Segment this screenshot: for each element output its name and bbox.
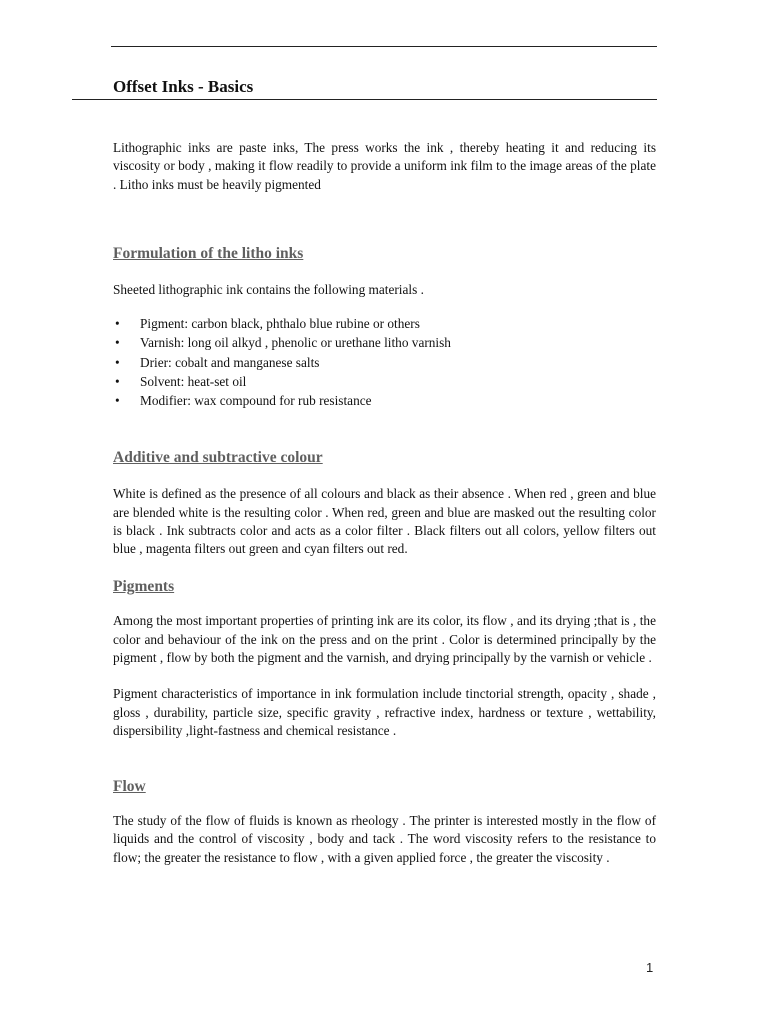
document-title: Offset Inks - Basics xyxy=(113,77,254,96)
list-item-text: Drier: cobalt and manganese salts xyxy=(140,354,320,370)
list-item xyxy=(113,372,656,391)
list-item-text: Varnish: long oil alkyd , phenolic or urethane litho varnish xyxy=(140,335,451,351)
bullet-dot-icon: • xyxy=(115,354,120,370)
header-rule xyxy=(111,46,657,47)
materials-list xyxy=(113,314,656,410)
bullet-dot-icon: • xyxy=(115,316,120,332)
section-heading-colour: Additive and subtractive colour xyxy=(113,449,323,467)
flow-paragraph: The study of the flow of fluids is known as rheology . The printer is interested mostly in the flow of liquids and the control of viscosity , body and tack . The word viscosity refers to the resistance to flow; the greater the resistance to flow , with a given applied force , the greater the viscosity . xyxy=(113,813,656,865)
page-number: 1 xyxy=(646,960,654,975)
list-item xyxy=(113,391,656,410)
intro-paragraph: Lithographic inks are paste inks, The press works the ink , thereby heating it and reducing its viscosity or body , making it flow readily to provide a uniform ink film to the image areas of the plate . Litho inks must be heavily pigmented xyxy=(113,140,656,192)
pigments-paragraph: Among the most important properties of printing ink are its color, its flow , and its drying ;that is , the color and behaviour of the ink on the press and on the print . Color is determined principally by the pigment , flow by both the pigment and the varnish, and drying principally by the varnish or vehicle . xyxy=(113,613,656,665)
bullet-dot-icon: • xyxy=(115,335,120,351)
list-item-text: Solvent: heat-set oil xyxy=(140,373,247,389)
pigment-characteristics-paragraph: Pigment characteristics of importance in ink formulation include tinctorial strength, opacity , shade , gloss , durability, particle size, specific gravity , refractive index, hardness or texture , wettability, dispersibility ,light-fastness and chemical resistance . xyxy=(113,686,656,738)
list-item-text: Modifier: wax compound for rub resistance xyxy=(140,393,372,408)
title-rule xyxy=(72,99,657,100)
formulation-lead: Sheeted lithographic ink contains the following materials . xyxy=(113,281,424,297)
list-item xyxy=(113,333,656,352)
bullet-dot-icon: • xyxy=(115,393,120,408)
list-item xyxy=(113,353,656,372)
list-item-text: Pigment: carbon black, phthalo blue rubine or others xyxy=(140,316,420,332)
section-heading-flow: Flow xyxy=(113,778,146,796)
section-heading-formulation: Formulation of the litho inks xyxy=(113,244,304,262)
bullet-dot-icon: • xyxy=(115,373,120,389)
list-item xyxy=(113,314,656,333)
document-body xyxy=(113,139,656,867)
section-heading-pigments: Pigments xyxy=(113,578,175,596)
colour-paragraph: White is defined as the presence of all colours and black as their absence . When red , green and blue are blended white is the resulting color . When red, green and blue are masked out the resulting color is black . Ink subtracts color and acts as a color filter . Black filters out all colors, yellow filters out blue , magenta filters out green and cyan filters out red. xyxy=(113,486,656,557)
